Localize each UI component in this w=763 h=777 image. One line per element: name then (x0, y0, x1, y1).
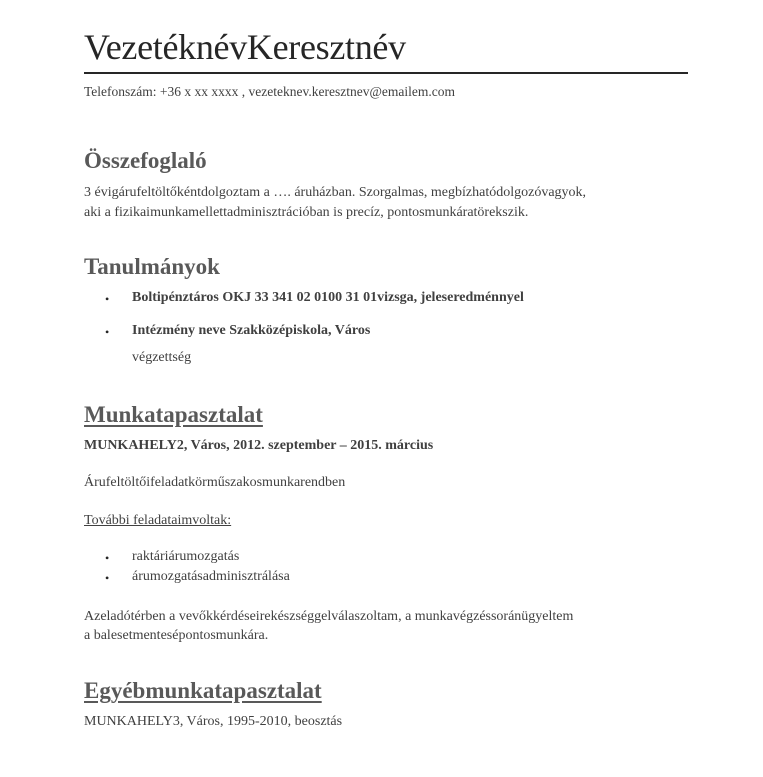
task-item-2: árumozgatásadminisztrálása (132, 569, 290, 584)
task-item-1: raktáriárumozgatás (132, 549, 240, 564)
study-item-2: Intézmény neve Szakközépiskola, Város (132, 323, 371, 338)
studies-heading: Tanulmányok (84, 254, 220, 279)
work-heading: Munkatapasztalat (84, 402, 263, 427)
summary-line-1: 3 évigárufeltöltőkéntdolgoztam a …. áruházban. Szorgalmas, megbízhatódolgozóvagyok, (84, 185, 587, 200)
work-paragraph-line-1: Azeladótérben a vevőkkérdéseirekészséggelválaszoltam, a munkavégzéssoránügyeltem (84, 609, 574, 624)
more-tasks-label: További feladataimvoltak: (84, 513, 232, 528)
study-item-1: Boltipénztáros OKJ 33 341 02 0100 31 01vizsga, jeleseredménnyel (132, 290, 524, 305)
bullet-icon: • (105, 325, 110, 339)
summary-line-2: aki a fizikaimunkamellettadminisztrációban is precíz, pontosmunkáratörekszik. (84, 205, 529, 220)
work-paragraph-line-2: a balesetmentesépontosmunkára. (84, 628, 269, 643)
name-divider (84, 72, 688, 74)
bullet-icon: • (105, 571, 110, 585)
job-description: Árufeltöltőifeladatkörműszakosmunkarendben (84, 475, 346, 490)
bullet-icon: • (105, 292, 110, 306)
full-name: VezetéknévKeresztnév (84, 27, 406, 67)
job-title: MUNKAHELY2, Város, 2012. szeptember – 2015. március (84, 438, 434, 453)
other-work-line: MUNKAHELY3, Város, 1995-2010, beosztás (84, 714, 343, 729)
bullet-icon: • (105, 551, 110, 565)
contact-info: Telefonszám: +36 x xx xxxx , vezeteknev.keresztnev@emailem.com (84, 84, 455, 99)
study-degree: végzettség (132, 350, 192, 365)
other-work-heading: Egyébmunkatapasztalat (84, 678, 322, 703)
summary-heading: Összefoglaló (84, 148, 207, 173)
